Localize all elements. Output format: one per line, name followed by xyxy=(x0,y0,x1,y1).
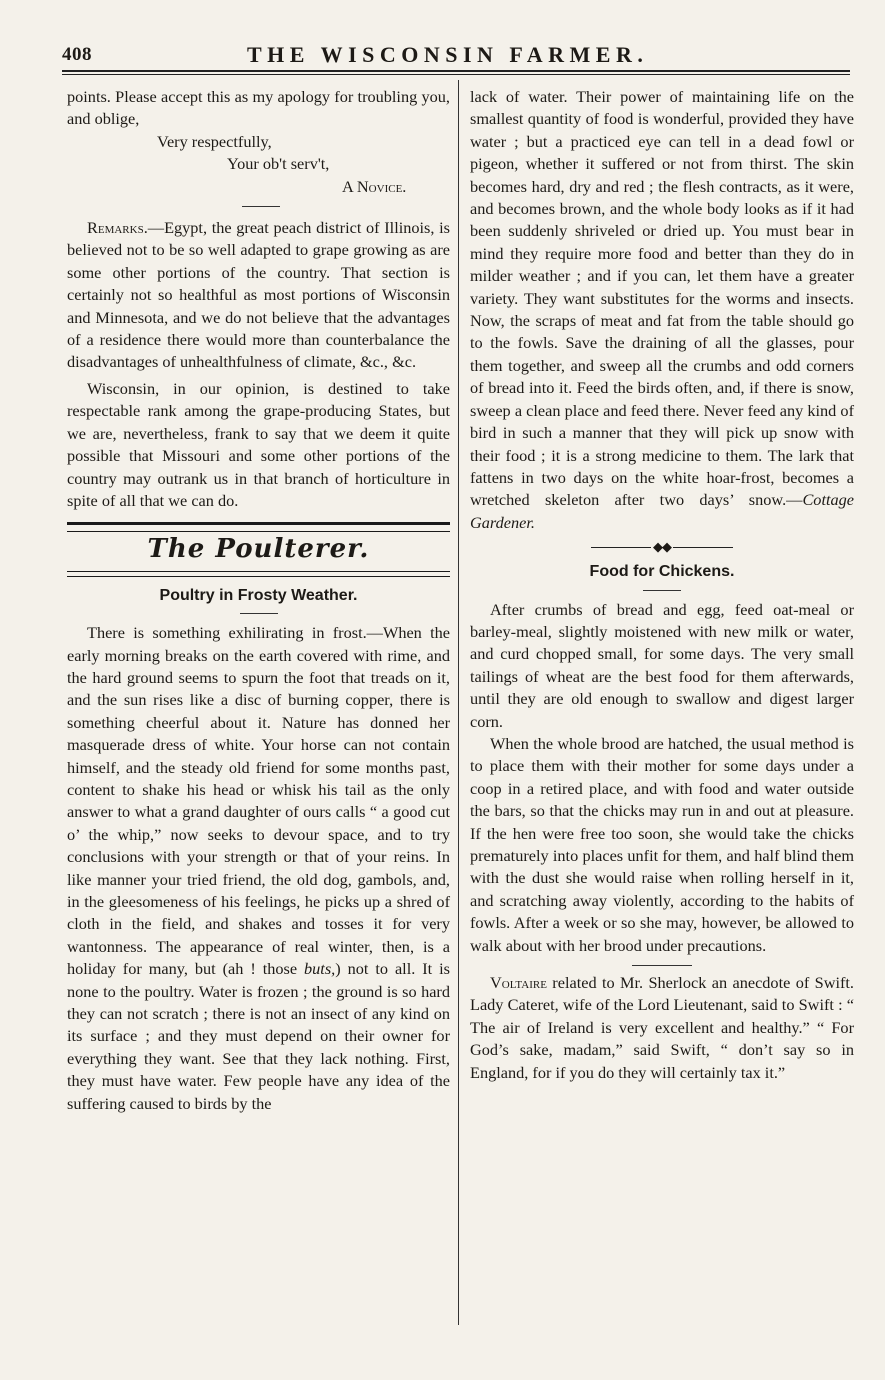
remarks-paragraph-2: Wisconsin, in our opinion, is destined to take respectable rank among the grape-producing States, but we are, nevertheless, frank to say that we deem it quite possible that Missouri and some other portions of the country may outrank us in that branch of horticulture in spite of all that we can do. xyxy=(67,378,450,510)
section-title: The Poulterer. xyxy=(147,534,370,565)
article-text-a: There is something exhilirating in frost.—When the early morning breaks on the earth covered with rime, and the hard ground seems to spurn the foot that treads on it, and the sun rises like a disc of burning copper, there is something cheerful about it. Nature has donned her masquerade dress of white. Your horse can not contain himself, and the steady old friend for some months past, content to shake his head or whisk his tail as the only answer to what a grand daughter of ours calls “ a good cut o’ the whip,” now seeks to devour space, and to try conclusions with your strength or that of your reins. In like manner your tried friend, the old dog, gambols, and, in the gleesomeness of his feelings, he picks up a shred of cloth in the field, and shakes and tosses it for very wantonness. The appearance of real winter, then, is a holiday for many, but (ah ! those xyxy=(67,623,450,979)
letter-closing-2: Your ob't serv't, xyxy=(227,154,330,174)
short-divider xyxy=(242,206,280,207)
remarks-label: Remarks. xyxy=(87,218,148,238)
running-head: THE WISCONSIN FARMER. xyxy=(247,42,649,67)
anecdote-divider xyxy=(632,965,692,966)
remarks-paragraph xyxy=(67,217,450,374)
continued-source: Cottage Gardener. xyxy=(470,490,854,532)
continued-paragraph xyxy=(470,86,854,534)
section-rule-bottom xyxy=(67,571,450,577)
right-column xyxy=(470,86,854,1084)
title-divider xyxy=(240,613,278,614)
continued-text: lack of water. Their power of maintaining life on the smallest quantity of food is wonderful, provided they have water ; but a practiced eye can tell in a dead fowl or pigeon, whether it suffered or not from thirst. The skin becomes hard, dry and red ; the flesh contracts, as it were, and becomes brown, and the whole body looks as if it had been suddenly shriveled or dried up. You must bear in mind they require more food and better than they do in milder weather ; and if you can, let them have a greater variety. They want substitutes for the worms and insects. Now, the scraps of meat and fat from the table should go to the fowls. Save the draining of all the glasses, pour them together, and sweep all the crumbs and odd corners of bread into it. Feed the birds often, and, if there is snow, sweep a clean place and feed there. Never feed any kind of bird in such a manner that they will pick up snow with their food ; it is a strong medicine to them. The lark that fattens in two days on the white hoar-frost, becomes a wretched skeleton after two days’ snow.— xyxy=(470,87,854,510)
left-column xyxy=(67,86,450,1115)
ornament-divider: ◆◆ xyxy=(470,540,854,553)
article2-paragraph-1: After crumbs of bread and egg, feed oat-meal or barley-meal, slightly moistened with new milk or water, and curd chopped small, for some days. The very small tailings of wheat are the best food for them afterwards, until they are old enough to swallow and digest larger corn. xyxy=(470,599,854,731)
column-divider xyxy=(458,80,459,1325)
article2-title: Food for Chickens. xyxy=(589,563,735,581)
article2-title-divider xyxy=(643,590,681,591)
section-rule-top xyxy=(67,522,450,532)
header-rule xyxy=(62,70,850,75)
article2-paragraph-2: When the whole brood are hatched, the usual method is to place them with their mother for some days under a coop in a retired place, and with food and water outside the bars, so that the chicks may run in and out at pleasure. If the hen were free too soon, she would take the chicks prematurely into places unfit for them, and half blind them with the dust she would raise when rolling herself in it, and scratching away violently, according to the habits of fowls. After a week or so she may, however, be allowed to walk about with her brood under precautions. xyxy=(470,733,854,955)
letter-signature: A Novice. xyxy=(342,176,407,196)
remarks-text: —Egypt, the great peach district of Illinois, is believed not to be so well adapted to grape growing as are some other portions of the country. That section is certainly not so healthful as most portions of Wisconsin and Minnesota, and we do not believe that the advantages of a residence there would more than counterbalance the disadvantages of unhealthfulness of climate, &c., &c. xyxy=(67,218,450,372)
article-paragraph xyxy=(67,622,450,1115)
article-text-b: ) not to all. It is none to the poultry. Water is frozen ; the ground is so hard they can not scratch ; there is not an insect of any kind on its surface ; and they must depend on their owner for everything they want. See that they lack nothing. First, they must have water. Few people have any idea of the suffering caused to birds by the xyxy=(67,959,450,1113)
article-text-emphasis: buts, xyxy=(304,959,336,979)
anecdote-name: Voltaire xyxy=(490,973,547,993)
page-header xyxy=(62,40,852,70)
letter-closing-1: Very respectfully, xyxy=(157,131,272,151)
anecdote-paragraph xyxy=(470,972,854,1084)
article-title: Poultry in Frosty Weather. xyxy=(159,586,358,604)
page-number: 408 xyxy=(62,44,92,65)
anecdote-text: related to Mr. Sherlock an anecdote of Swift. Lady Cateret, wife of the Lord Lieutenant, said to Swift : “ The air of Ireland is very excellent and healthy.” “ For God’s sake, madam,” said Swift, “ don’t say so in England, for if you do they will certainly tax it.” xyxy=(470,973,854,1082)
letter-end-text: points. Please accept this as my apology for troubling you, and oblige, xyxy=(67,87,450,129)
